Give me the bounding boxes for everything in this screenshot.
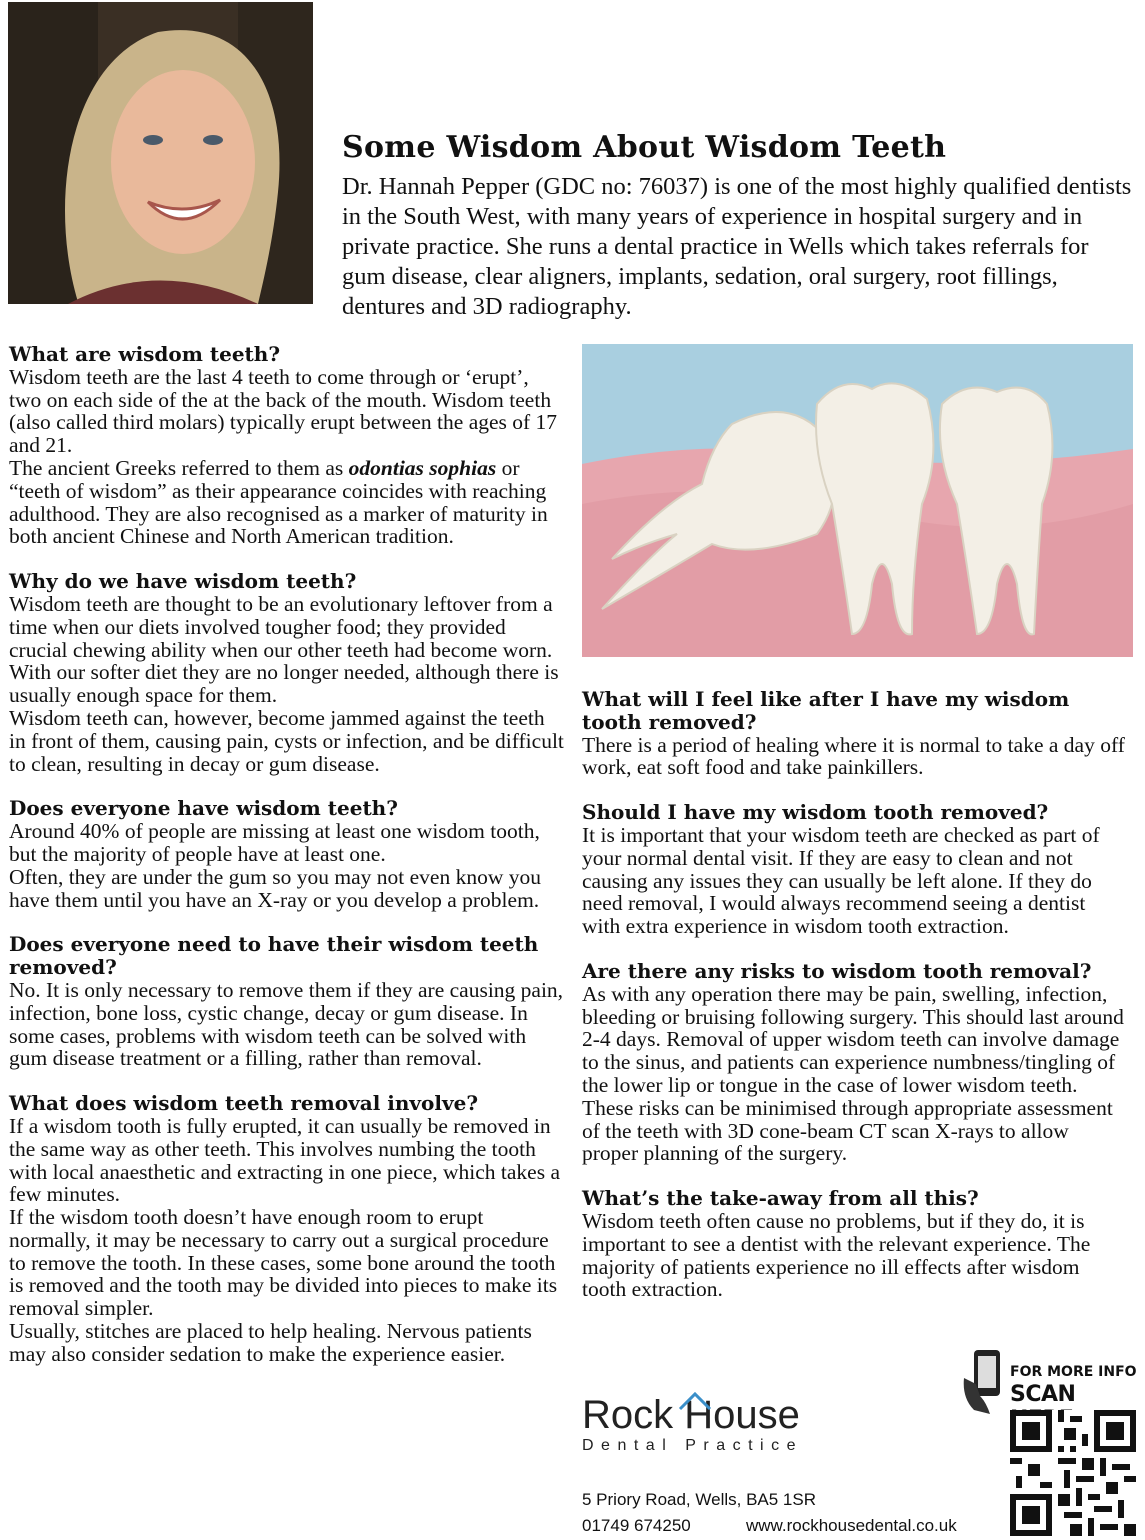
section-paragraph: As with any operation there may be pain, swelling, infection, bleeding or bruising following surgery. This should last around 2-4 days. Removal of upper wisdom teeth can involve damage to the sinus, and patients can experience numbness/tingling of the lower lip or tongue in the case of lower wisdom teeth. These risks can be minimised through appropriate assessment of the teeth with 3D cone-beam CT scan X-rays to allow proper planning of the surgery. bbox=[582, 981, 1124, 1166]
emphasis-term: odontias sophias bbox=[348, 455, 497, 480]
section-takeaway bbox=[582, 1187, 1127, 1301]
section-paragraph: If a wisdom tooth is fully erupted, it can usually be removed in the same way as other teeth. This involves numbing the tooth with local anaesthetic and extracting in one piece, which takes a few minutes. bbox=[9, 1113, 561, 1207]
section-paragraph: With our softer diet they are no longer needed, although there is usually enough space for them. bbox=[9, 660, 559, 708]
section-heading: What’s the take-away from all this? bbox=[582, 1186, 979, 1211]
website-link[interactable]: www.rockhousedental.co.uk bbox=[746, 1516, 957, 1535]
section-paragraph: Usually, stitches are placed to help healing. Nervous patients may also consider sedation to make the experience easier. bbox=[9, 1319, 532, 1366]
section-after-removal bbox=[582, 688, 1127, 779]
phone-number: 01749 674250 bbox=[582, 1516, 691, 1535]
section-paragraph: If the wisdom tooth doesn’t have enough room to erupt normally, it may be necessary to carry out a surgical procedure to remove the tooth. In these cases, some bone around the tooth is removed and the tooth may be divided into pieces to make its removal simpler. bbox=[9, 1205, 558, 1321]
author-portrait bbox=[8, 2, 313, 304]
section-heading: Does everyone have wisdom teeth? bbox=[9, 796, 398, 821]
section-paragraph: The ancient Greeks referred to them as odontias sophias or “teeth of wisdom” as their appearance coincides with reaching adulthood. They are also recognised as a marker of maturity in both ancient Chinese and North American tradition. bbox=[9, 455, 548, 549]
section-should-remove bbox=[582, 801, 1127, 938]
section-paragraph: There is a period of healing where it is normal to take a day off work, eat soft food and take painkillers. bbox=[582, 732, 1125, 780]
logo-subtitle: Dental Practice bbox=[582, 1437, 803, 1454]
section-removal-involve bbox=[9, 1092, 565, 1366]
scan-label-top: FOR MORE INFO bbox=[1010, 1364, 1137, 1380]
section-heading: Why do we have wisdom teeth? bbox=[9, 569, 357, 594]
section-paragraph: Often, they are under the gum so you may not even know you have them until you have an X-ray or you develop a problem. bbox=[9, 864, 541, 912]
page-title: Some Wisdom About Wisdom Teeth bbox=[342, 130, 947, 165]
right-column bbox=[582, 688, 1127, 1323]
logo-name: Rock House bbox=[582, 1393, 800, 1437]
left-column bbox=[9, 343, 565, 1388]
section-heading: Does everyone need to have their wisdom teeth removed? bbox=[9, 932, 539, 980]
section-paragraph: It is important that your wisdom teeth are checked as part of your normal dental visit. If they are easy to clean and not causing any issues they can usually be left alone. If they do need removal, I would always recommend seeing a dentist with extra experience in wisdom tooth extraction. bbox=[582, 822, 1100, 939]
section-heading: Are there any risks to wisdom tooth removal? bbox=[582, 958, 1092, 983]
house-roof-icon bbox=[678, 1391, 712, 1411]
section-paragraph: Wisdom teeth can, however, become jammed against the teeth in front of them, causing pain, cysts or infection, and be difficult to clean, resulting in decay or gum disease. bbox=[9, 705, 564, 776]
section-heading: What will I feel like after I have my wisdom tooth removed? bbox=[582, 687, 1070, 734]
qr-code[interactable] bbox=[1010, 1410, 1136, 1536]
section-paragraph: Around 40% of people are missing at least one wisdom tooth, but the majority of people have at least one. bbox=[9, 819, 540, 866]
phone-hand-icon bbox=[960, 1348, 1006, 1416]
teeth-illustration bbox=[582, 344, 1133, 657]
section-heading: What are wisdom teeth? bbox=[9, 342, 281, 366]
intro-paragraph: Dr. Hannah Pepper (GDC no: 76037) is one of the most highly qualified dentists in the South West, with many years of experience in hospital surgery and in private practice. She runs a dental practice in Wells which takes referrals for gum disease, clear aligners, implants, sedation, oral surgery, root fillings, dentures and 3D radiography. bbox=[342, 173, 1132, 320]
section-paragraph: No. It is only necessary to remove them if they are causing pain, infection, bone loss, cystic change, decay or gum disease. In some cases, problems with wisdom teeth can be solved with gum disease treatment or a filling, rather than removal. bbox=[9, 977, 564, 1071]
section-risks bbox=[582, 960, 1127, 1165]
practice-logo bbox=[582, 1393, 812, 1455]
section-need-removed bbox=[9, 933, 565, 1070]
section-heading: What does wisdom teeth removal involve? bbox=[9, 1091, 479, 1116]
section-paragraph: Wisdom teeth are thought to be an evolutionary leftover from a time when our diets involved tougher food; they provided crucial chewing ability when our other teeth had become worn. bbox=[9, 591, 553, 662]
section-why bbox=[9, 570, 565, 775]
scan-label-main: SCAN bbox=[1010, 1382, 1076, 1407]
section-paragraph: Wisdom teeth are the last 4 teeth to come through or ‘erupt’, two on each side of the at the back of the mouth. Wisdom teeth (also called third molars) typically erupt between the ages of 17 and 21. bbox=[9, 364, 558, 458]
address: 5 Priory Road, Wells, BA5 1SR bbox=[582, 1490, 816, 1509]
section-heading: Should I have my wisdom tooth removed? bbox=[582, 800, 1049, 825]
section-everyone-have bbox=[9, 797, 565, 911]
section-paragraph: Wisdom teeth often cause no problems, but if they do, it is important to see a dentist with the relevant experience. The majority of patients experience no ill effects after wisdom tooth extraction. bbox=[582, 1208, 1091, 1302]
section-what-are bbox=[9, 343, 565, 548]
